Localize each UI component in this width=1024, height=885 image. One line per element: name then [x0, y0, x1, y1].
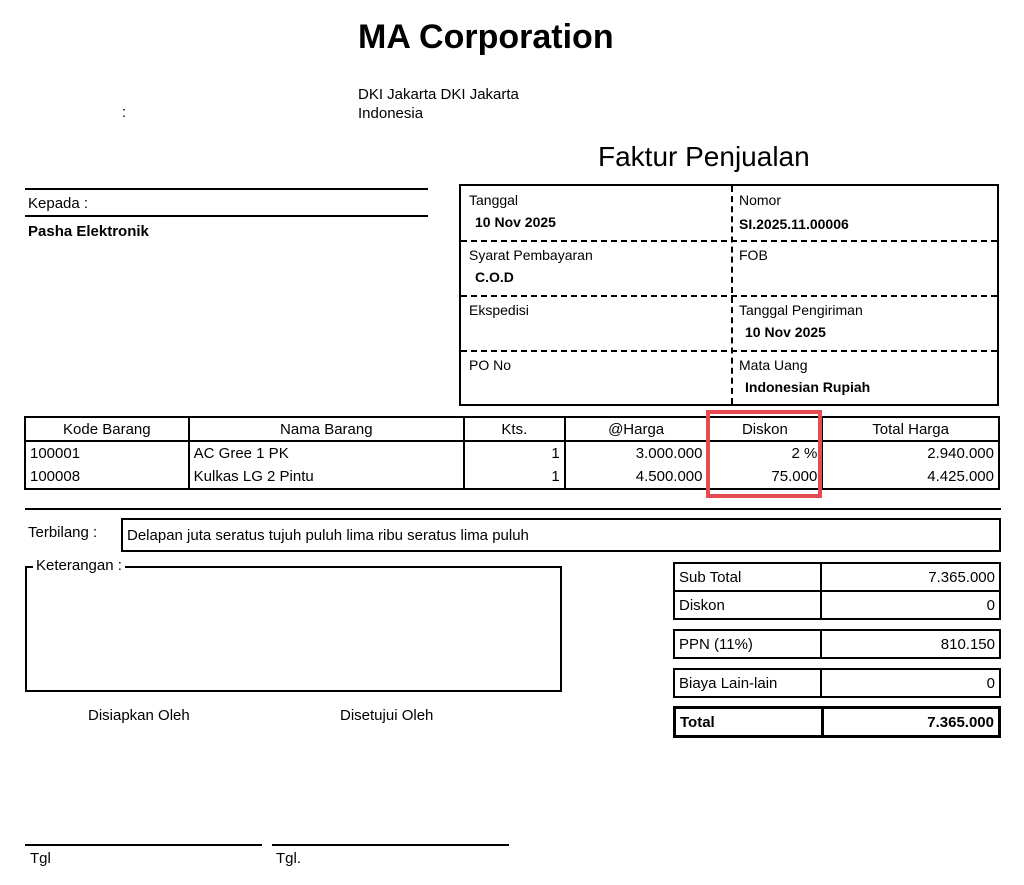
diskon-total-row — [674, 591, 1000, 619]
po-cell — [461, 351, 726, 404]
company-name: MA Corporation — [358, 18, 614, 56]
mata-uang-value: Indonesian Rupiah — [745, 379, 871, 395]
syarat-label: Syarat Pembayaran — [469, 247, 593, 263]
keterangan-box — [25, 566, 562, 692]
col-nama-barang: Nama Barang — [189, 417, 464, 441]
table-row — [25, 441, 999, 465]
nomor-value: SI.2025.11.00006 — [739, 216, 849, 232]
total-harga-cell: 2.940.000 — [822, 441, 999, 465]
biaya-label: Biaya Lain-lain — [674, 669, 821, 697]
harga-cell: 3.000.000 — [565, 441, 708, 465]
tanggal-cell — [461, 186, 726, 239]
kode-cell: 100001 — [25, 441, 189, 465]
kode-cell: 100008 — [25, 465, 189, 489]
nomor-cell — [731, 186, 996, 239]
subtotal-table — [673, 562, 1001, 620]
col-diskon: Diskon — [708, 417, 823, 441]
syarat-value: C.O.D — [475, 269, 514, 285]
address-line-1: DKI Jakarta DKI Jakarta — [358, 86, 519, 103]
table-bottom-rule — [25, 508, 1001, 510]
nomor-label: Nomor — [739, 192, 782, 208]
fob-cell — [731, 241, 996, 294]
ppn-value: 810.150 — [821, 630, 1000, 658]
ppn-label: PPN (11%) — [674, 630, 821, 658]
biaya-value: 0 — [821, 669, 1000, 697]
diskon-total-value: 0 — [821, 591, 1000, 619]
grand-total-row — [675, 708, 1000, 737]
table-row — [25, 465, 999, 489]
approved-by-label: Disetujui Oleh — [340, 707, 434, 724]
grand-total-table — [673, 706, 1001, 738]
tgl-label-1: Tgl — [30, 850, 51, 867]
kts-cell: 1 — [464, 465, 565, 489]
document-title: Faktur Penjualan — [598, 141, 810, 172]
tgl-label-2: Tgl. — [276, 850, 302, 867]
terbilang-label: Terbilang : — [28, 524, 98, 541]
kepada-top-rule — [25, 188, 428, 190]
tgl-kirim-value: 10 Nov 2025 — [745, 324, 826, 340]
prepared-by-label: Disiapkan Oleh — [88, 707, 190, 724]
grand-total-label: Total — [675, 708, 823, 737]
ekspedisi-label: Ekspedisi — [469, 302, 529, 318]
terbilang-text: Delapan juta seratus tujuh puluh lima ribu seratus lima puluh — [121, 518, 1001, 552]
diskon-cell: 75.000 — [708, 465, 823, 489]
col-harga: @Harga — [565, 417, 708, 441]
ppn-row — [674, 630, 1000, 658]
biaya-row — [674, 669, 1000, 697]
col-total-harga: Total Harga — [822, 417, 999, 441]
address-line-2: Indonesia — [358, 105, 424, 122]
signature-line-1 — [25, 844, 262, 846]
kepada-bottom-rule — [25, 215, 428, 217]
diskon-total-label: Diskon — [674, 591, 821, 619]
customer-name: Pasha Elektronik — [28, 223, 149, 240]
items-table — [24, 416, 1000, 490]
fob-label: FOB — [739, 247, 768, 263]
items-header-row — [25, 417, 999, 441]
nama-cell: Kulkas LG 2 Pintu — [189, 465, 464, 489]
subtotal-label: Sub Total — [674, 563, 821, 591]
ppn-table — [673, 629, 1001, 659]
col-kode-barang: Kode Barang — [25, 417, 189, 441]
keterangan-label: Keterangan : — [33, 557, 125, 574]
signature-line-2 — [272, 844, 509, 846]
mata-uang-cell — [731, 351, 996, 404]
nama-cell: AC Gree 1 PK — [189, 441, 464, 465]
ekspedisi-cell — [461, 296, 726, 349]
diskon-cell: 2 % — [708, 441, 823, 465]
biaya-table — [673, 668, 1001, 698]
tanggal-value: 10 Nov 2025 — [475, 214, 556, 230]
company-address — [358, 85, 519, 123]
grand-total-value: 7.365.000 — [823, 708, 1000, 737]
address-colon: : — [122, 104, 127, 121]
col-kts: Kts. — [464, 417, 565, 441]
mata-uang-label: Mata Uang — [739, 357, 808, 373]
subtotal-row — [674, 563, 1000, 591]
total-harga-cell: 4.425.000 — [822, 465, 999, 489]
invoice-info-box — [459, 184, 999, 406]
harga-cell: 4.500.000 — [565, 465, 708, 489]
kts-cell: 1 — [464, 441, 565, 465]
tgl-kirim-label: Tanggal Pengiriman — [739, 302, 863, 318]
subtotal-value: 7.365.000 — [821, 563, 1000, 591]
tanggal-label: Tanggal — [469, 192, 519, 208]
po-label: PO No — [469, 357, 512, 373]
kepada-label: Kepada : — [28, 195, 89, 212]
tgl-kirim-cell — [731, 296, 996, 349]
syarat-cell — [461, 241, 726, 294]
